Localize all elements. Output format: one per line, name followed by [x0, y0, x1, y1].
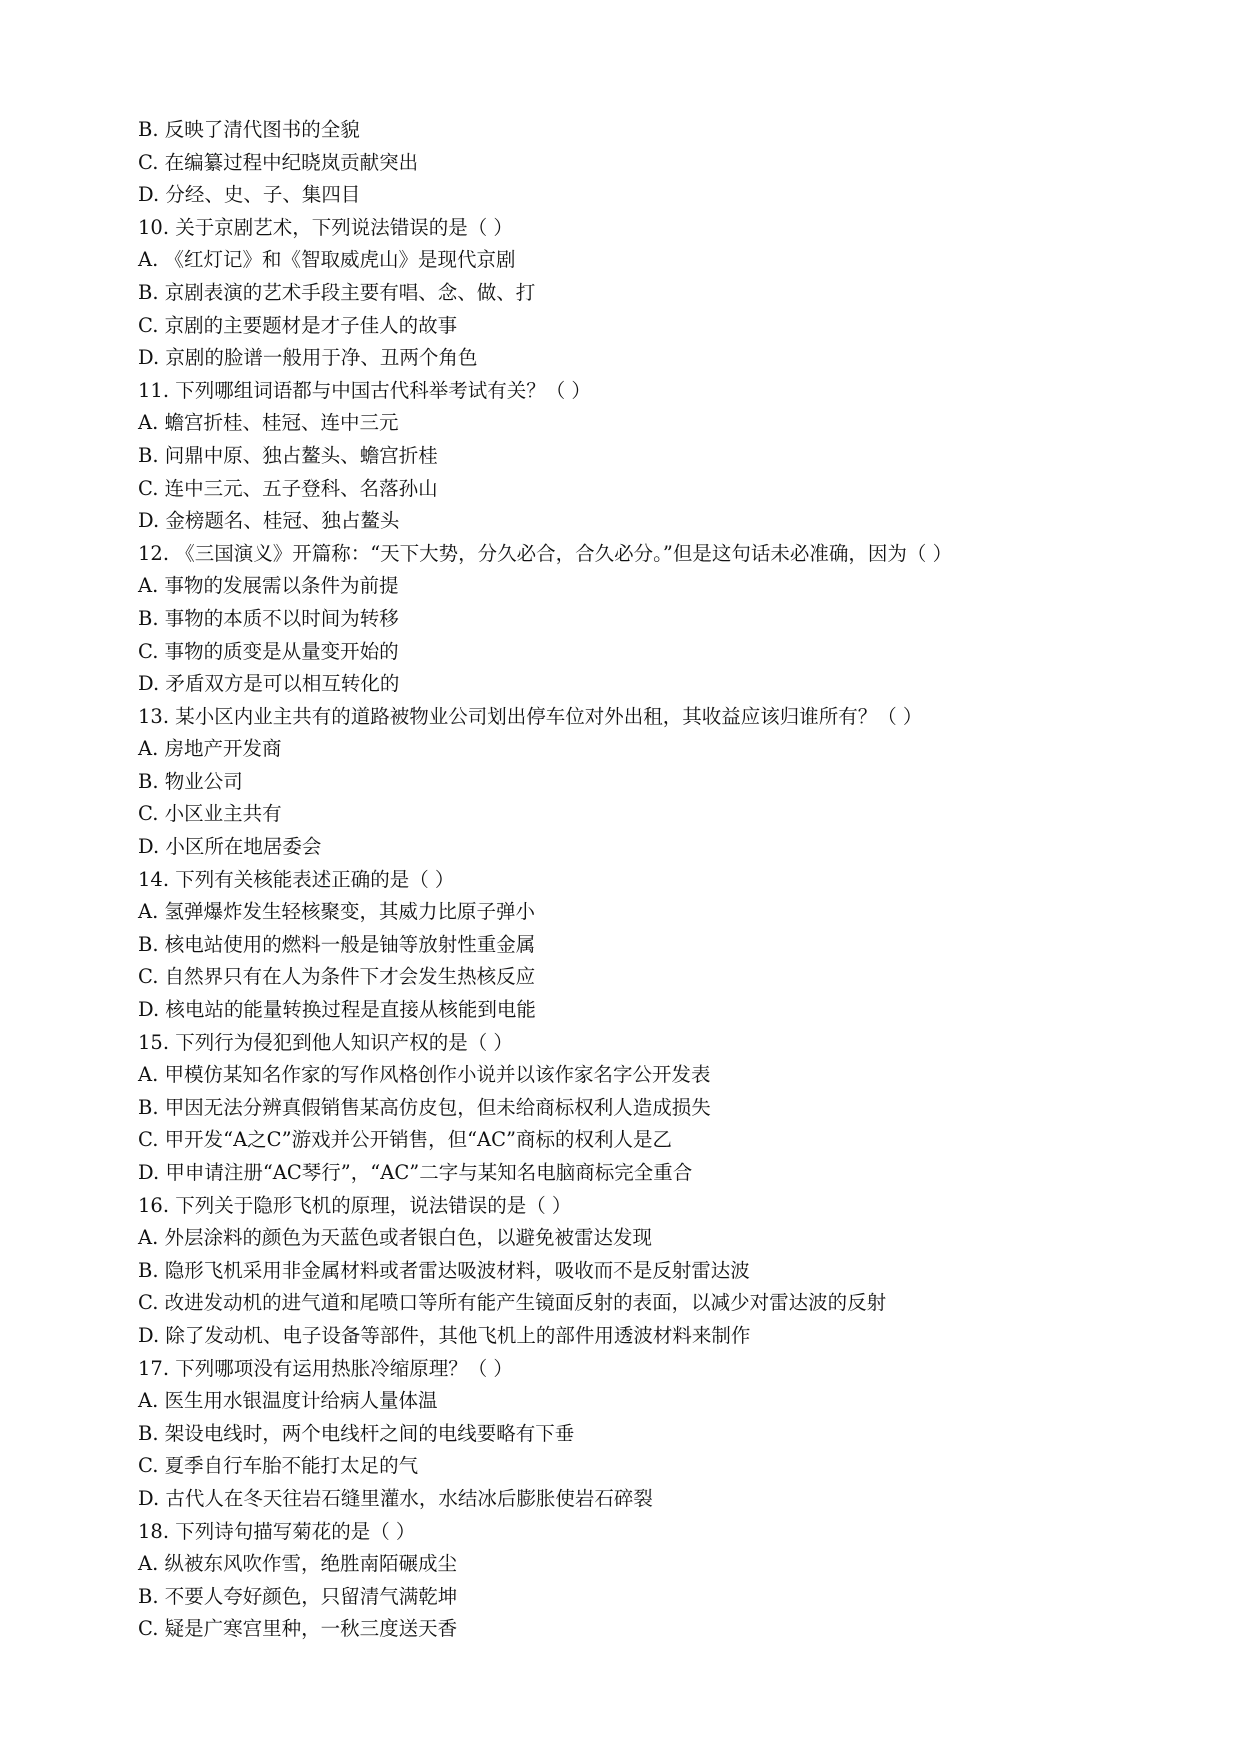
- question-10: 10. 关于京剧艺术，下列说法错误的是（ ）: [138, 215, 513, 239]
- option-14c: C. 自然界只有在人为条件下才会发生热核反应: [138, 965, 536, 989]
- option-15d: D. 甲申请注册“AC琴行”，“AC”二字与某知名电脑商标完全重合: [138, 1161, 693, 1184]
- question-13: 13. 某小区内业主共有的道路被物业公司划出停车位对外出租，其收益应该归谁所有？（ ）: [138, 704, 923, 728]
- option-13a: A. 房地产开发商: [138, 737, 282, 761]
- option-10b: B. 京剧表演的艺术手段主要有唱、念、做、打: [138, 280, 536, 304]
- option-12b: B. 事物的本质不以时间为转移: [138, 606, 399, 630]
- option-13b: B. 物业公司: [138, 769, 243, 793]
- option-11b: B. 问鼎中原、独占鳌头、蟾宫折桂: [138, 443, 438, 467]
- option-11c: C. 连中三元、五子登科、名落孙山: [138, 476, 438, 500]
- option-14a: A. 氢弹爆炸发生轻核聚变，其威力比原子弹小: [138, 900, 535, 924]
- option-14b: B. 核电站使用的燃料一般是铀等放射性重金属: [138, 932, 536, 956]
- question-15: 15. 下列行为侵犯到他人知识产权的是（ ）: [138, 1030, 513, 1054]
- option-16a: A. 外层涂料的颜色为天蓝色或者银白色，以避免被雷达发现: [138, 1226, 652, 1250]
- question-14: 14. 下列有关核能表述正确的是（ ）: [138, 867, 455, 891]
- option-17b: B. 架设电线时，两个电线杆之间的电线要略有下垂: [138, 1421, 575, 1445]
- question-18: 18. 下列诗句描写菊花的是（ ）: [138, 1519, 416, 1543]
- option-9b: B. 反映了清代图书的全貌: [138, 118, 360, 141]
- option-15c: C. 甲开发“A之C”游戏并公开销售，但“AC”商标的权利人是乙: [138, 1128, 673, 1152]
- option-9d: D. 分经、史、子、集四目: [138, 183, 361, 207]
- option-17a: A. 医生用水银温度计给病人量体温: [138, 1389, 438, 1413]
- option-13c: C. 小区业主共有: [138, 802, 282, 826]
- option-12c: C. 事物的质变是从量变开始的: [138, 639, 399, 663]
- option-17c: C. 夏季自行车胎不能打太足的气: [138, 1454, 419, 1478]
- option-10c: C. 京剧的主要题材是才子佳人的故事: [138, 313, 458, 337]
- option-18b: B. 不要人夸好颜色，只留清气满乾坤: [138, 1584, 458, 1608]
- option-11d: D. 金榜题名、桂冠、独占鳌头: [138, 509, 400, 533]
- option-12d: D. 矛盾双方是可以相互转化的: [138, 672, 400, 696]
- question-list: [138, 114, 1138, 1646]
- option-12a: A. 事物的发展需以条件为前提: [138, 574, 399, 598]
- question-17: 17. 下列哪项没有运用热胀冷缩原理？（ ）: [138, 1356, 513, 1380]
- option-16c: C. 改进发动机的进气道和尾喷口等所有能产生镜面反射的表面，以减少对雷达波的反射: [138, 1291, 887, 1315]
- option-14d: D. 核电站的能量转换过程是直接从核能到电能: [138, 998, 536, 1022]
- option-9c: C. 在编纂过程中纪晓岚贡献突出: [138, 150, 419, 174]
- option-17d: D. 古代人在冬天往岩石缝里灌水，水结冰后膨胀使岩石碎裂: [138, 1486, 653, 1510]
- option-10a: A. 《红灯记》和《智取威虎山》是现代京剧: [138, 248, 516, 272]
- option-15a: A. 甲模仿某知名作家的写作风格创作小说并以该作家名字公开发表: [138, 1063, 711, 1087]
- option-18c: C. 疑是广寒宫里种，一秋三度送天香: [138, 1617, 458, 1641]
- question-16: 16. 下列关于隐形飞机的原理，说法错误的是（ ）: [138, 1193, 572, 1217]
- option-15b: B. 甲因无法分辨真假销售某高仿皮包，但未给商标权利人造成损失: [138, 1095, 711, 1119]
- question-11: 11. 下列哪组词语都与中国古代科举考试有关？（ ）: [138, 378, 591, 402]
- question-12: 12. 《三国演义》开篇称：“天下大势，分久必合，合久必分。”但是这句话未必准确，因为（ ）: [138, 541, 953, 565]
- option-18a: A. 纵被东风吹作雪，绝胜南陌碾成尘: [138, 1552, 457, 1576]
- option-10d: D. 京剧的脸谱一般用于净、丑两个角色: [138, 346, 478, 370]
- option-16b: B. 隐形飞机采用非金属材料或者雷达吸波材料，吸收而不是反射雷达波: [138, 1258, 750, 1282]
- option-11a: A. 蟾宫折桂、桂冠、连中三元: [138, 411, 399, 435]
- option-13d: D. 小区所在地居委会: [138, 835, 322, 859]
- option-16d: D. 除了发动机、电子设备等部件，其他飞机上的部件用透波材料来制作: [138, 1323, 751, 1347]
